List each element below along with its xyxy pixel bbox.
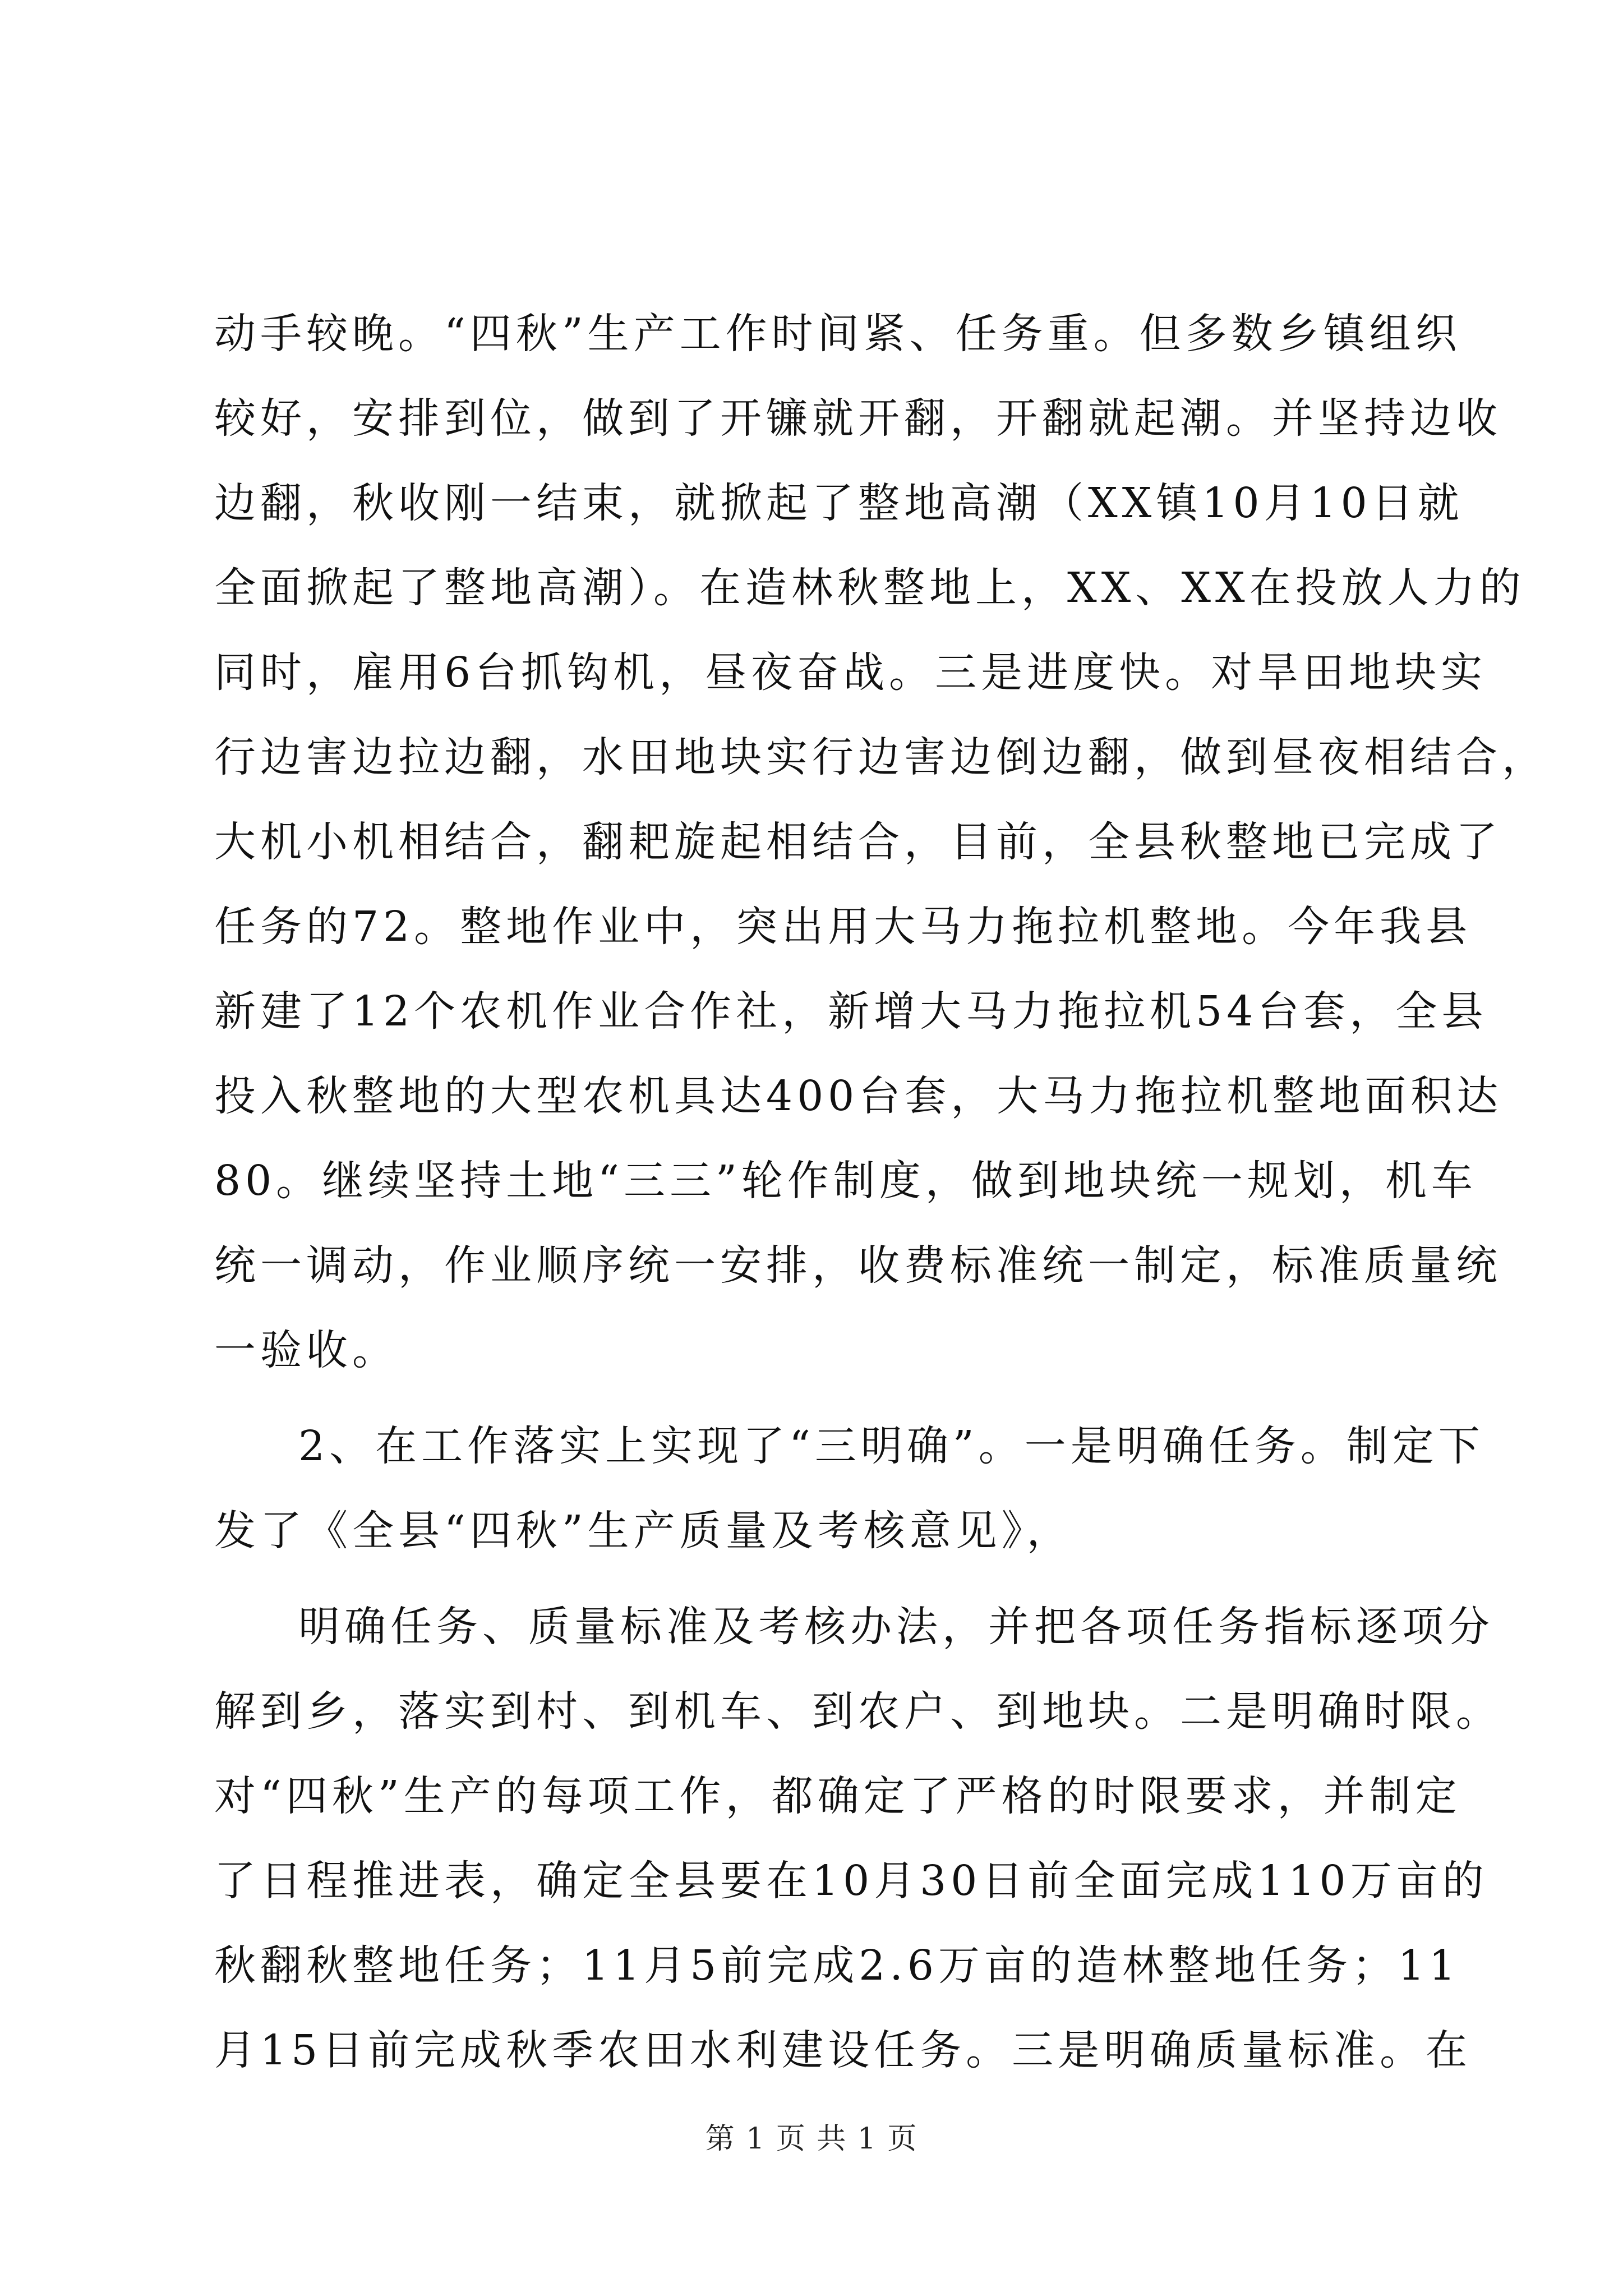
text-line: 一验收。 xyxy=(214,1326,398,1374)
text-line: 新建了12个农机作业合作社，新增大马力拖拉机54台套，全县 xyxy=(214,987,1488,1036)
text-line: 了日程推进表，确定全县要在10月30日前全面完成110万亩的 xyxy=(214,1857,1488,1905)
text-line: 明确任务、质量标准及考核办法，并把各项任务指标逐项分 xyxy=(298,1603,1494,1651)
text-line: 大机小机相结合，翻耙旋起相结合，目前，全县秋整地已完成了 xyxy=(214,818,1502,866)
text-line: 解到乡，落实到村、到机车、到农户、到地块。二是明确时限。 xyxy=(214,1687,1502,1736)
paragraph xyxy=(214,1585,1502,2093)
text-line: 发了《全县“四秋”生产质量及考核意见》， xyxy=(214,1507,1073,1555)
text-line: 统一调动，作业顺序统一安排，收费标准统一制定，标准质量统 xyxy=(214,1241,1502,1290)
text-line: 任务的72。整地作业中，突出用大马力拖拉机整地。今年我县 xyxy=(214,903,1472,951)
text-line: 对“四秋”生产的每项工作，都确定了严格的时限要求，并制定 xyxy=(214,1772,1461,1820)
text-line: 同时，雇用6台抓钩机，昼夜奋战。三是进度快。对旱田地块实 xyxy=(214,648,1487,697)
document-body xyxy=(214,292,1548,2093)
text-line: 全面掀起了整地高潮）。在造林秋整地上，XX、XX在投放人力的 xyxy=(214,564,1525,612)
text-line: 行边害边拉边翻，水田地块实行边害边倒边翻，做到昼夜相结合， xyxy=(214,733,1548,781)
page-number-footer: 第 1 页 共 1 页 xyxy=(705,2122,918,2156)
text-line: 较好，安排到位，做到了开镰就开翻，开翻就起潮。并坚持边收 xyxy=(214,394,1502,443)
paragraph xyxy=(214,1404,1484,1573)
paragraph xyxy=(214,292,1548,1393)
text-line: 2、在工作落实上实现了“三明确”。一是明确任务。制定下 xyxy=(298,1422,1484,1470)
text-line: 边翻，秋收刚一结束，就掀起了整地高潮（XX镇10月10日就 xyxy=(214,479,1464,527)
text-line: 动手较晚。“四秋”生产工作时间紧、任务重。但多数乡镇组织 xyxy=(214,310,1461,358)
text-line: 80。继续坚持土地“三三”轮作制度，做到地块统一规划，机车 xyxy=(214,1157,1477,1205)
text-line: 投入秋整地的大型农机具达400台套，大马力拖拉机整地面积达 xyxy=(214,1072,1503,1120)
text-line: 秋翻秋整地任务；11月5前完成2.6万亩的造林整地任务；11 xyxy=(214,1941,1460,1990)
text-line: 月15日前完成秋季农田水利建设任务。三是明确质量标准。在 xyxy=(214,2026,1472,2074)
